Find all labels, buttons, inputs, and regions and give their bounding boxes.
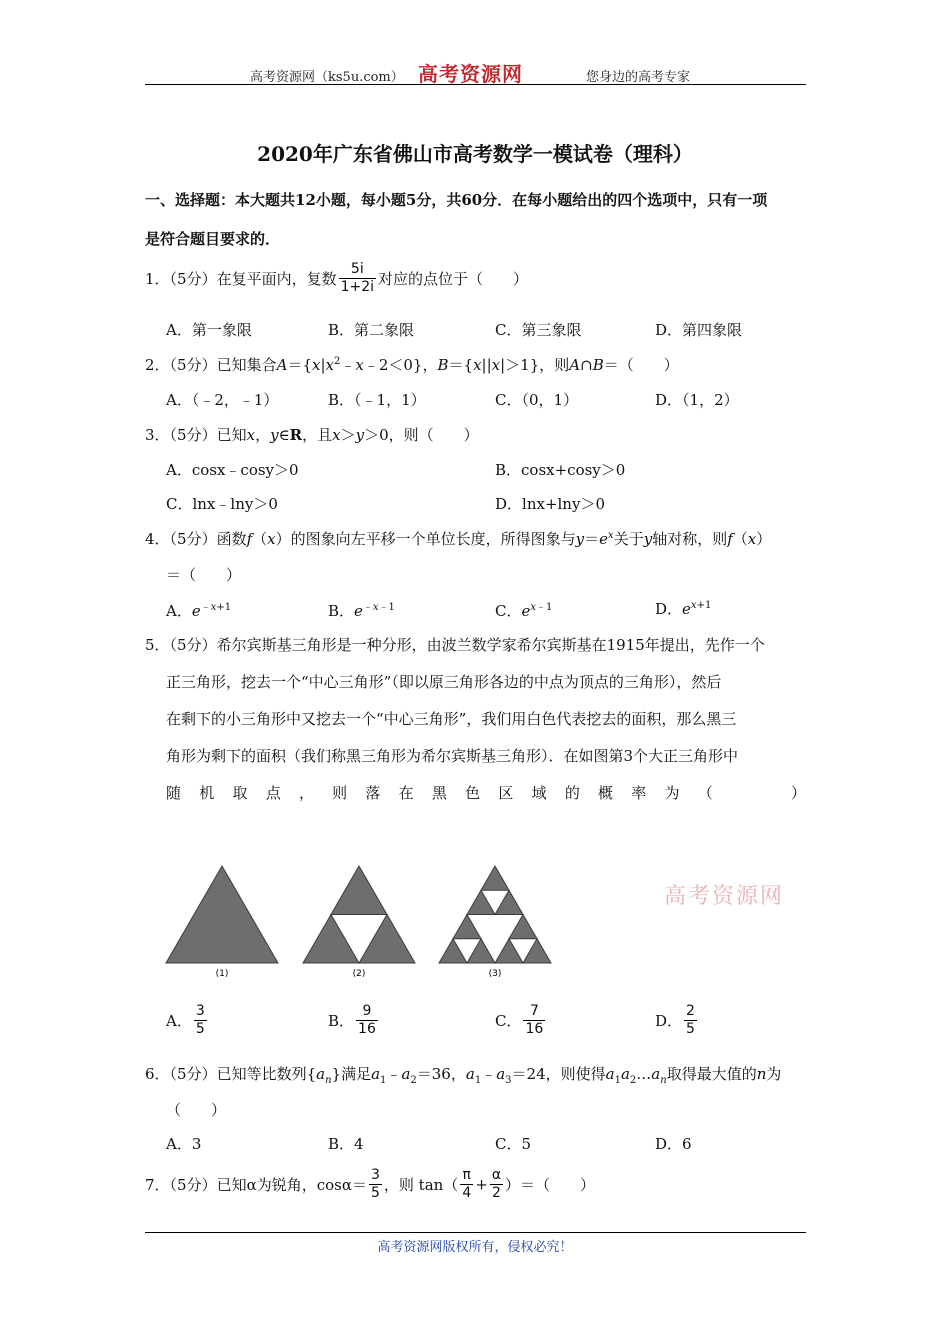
q5-option-a [166,1003,209,1038]
q5-option-d-fraction [684,1003,697,1038]
q7-num2: π [460,1167,473,1185]
q5-char: 的 [564,784,580,802]
q4-option-d: D．$e^{x+1}$ [655,600,712,618]
q5-char: 机 [199,784,215,802]
header-rule [145,84,806,85]
q5-char: 点 [265,784,281,802]
header-site-name: 高考资源网（ks5u.com） [250,70,404,85]
q5-option-a-fraction [194,1003,207,1038]
question-5-line1: 5．（5分）希尔宾斯基三角形是一种分形，由波兰数学家希尔宾斯基在1915年提出，先作一个 [145,636,765,654]
q6-option-c: C．5 [495,1135,532,1153]
q6-option-d: D．6 [655,1135,692,1153]
q7-suffix: ）＝（ ） [505,1176,596,1194]
q5-option-c-fraction [523,1003,545,1038]
q5-a-den: 5 [195,1021,205,1037]
q3-option-a: A．cosx﹣cosy＞0 [166,461,299,479]
q1-option-d: D．第四象限 [655,321,743,339]
question-4: 4．（5分）函数f（x）的图象向左平移一个单位长度，所得图象与$y=e^x$关于y轴对称，则f（x） [145,530,772,548]
q5-d-den: 5 [686,1021,695,1037]
q7-mid: ，则 tan（ [383,1176,459,1194]
q5-option-b [328,1003,380,1038]
q5-char: 区 [498,784,514,802]
q1-option-b: B．第二象限 [328,321,415,339]
q3-option-c: C．lnx﹣lny＞0 [166,495,278,513]
q5-char: （ [697,784,713,802]
q5-b-num: 9 [356,1003,378,1021]
q5-option-b-fraction [356,1003,378,1038]
q5-char: 率 [631,784,647,802]
q7-cos-fraction [369,1167,382,1202]
q7-num3: α [491,1167,502,1183]
q5-char: 随 [166,784,182,802]
q1-fraction [339,261,376,296]
question-4-line2: ＝（ ） [166,566,242,584]
figure-label-1: (1) [215,969,229,979]
q7-den: 5 [370,1185,380,1201]
footer-rule [145,1232,806,1233]
q3-option-b: B．cosx+cosy＞0 [495,461,626,479]
q5-c-num: 7 [523,1003,545,1021]
q7-den3: 2 [491,1185,501,1201]
question-6: 6．（5分）已知等比数列$\{a_n\}$满足$a_1﹣a_2=36$，$a_1﹣a_3=24$，则使得$a_1a_2\dots a_n$取得最大值的n为 [145,1065,782,1086]
q3-option-d: D．lnx+lny＞0 [495,495,605,513]
q5-b-den: 16 [358,1021,376,1037]
q5-char: 域 [531,784,547,802]
watermark: 高考资源网 [664,884,785,909]
figure-label-3: (3) [488,969,502,979]
q5-char: ） [790,784,806,802]
q5-option-c [495,1003,547,1038]
q7-num: 3 [370,1167,380,1183]
q1-prefix: 1．（5分）在复平面内，复数 [145,270,337,288]
q5-d-num: 2 [686,1003,695,1019]
q5-option-c-label: C． [495,1012,522,1030]
q6-option-a: A．3 [166,1135,202,1153]
q5-c-den: 16 [525,1021,544,1037]
q5-option-d-label: D． [655,1012,683,1030]
q1-option-a: A．第一象限 [166,321,252,339]
footer-copyright: 高考资源网版权所有，侵权必究！ [377,1240,573,1255]
q4-option-b: B．$e^{﹣x﹣1}$ [328,602,395,620]
figure-label-2: (2) [352,969,366,979]
q7-alpha-fraction [490,1167,503,1202]
q5-char: 落 [365,784,381,802]
q6-option-b: B．4 [328,1135,364,1153]
q1-option-c: C．第三象限 [495,321,582,339]
question-5-line4: 角形为剩下的面积（我们称黑三角形为希尔宾斯基三角形）．在如图第3个大正三角形中 [166,747,739,765]
sierpinski-triangle-1 [166,866,278,963]
question-6-line2: （ ） [166,1101,227,1119]
q4-option-c: C．$e^{x﹣1}$ [495,602,553,620]
q5-char: 黑 [431,784,447,802]
header-slogan: 您身边的高考专家 [586,70,691,85]
q2-option-c: C．（0，1） [495,391,579,409]
q2-option-a: A．（﹣2，﹣1） [166,391,279,409]
q4-option-a: A．$e^{﹣x+1}$ [166,602,232,620]
question-2: 2．（5分）已知集合$A=\{x|x^2﹣x﹣2<0\}$，B＝{x||x|＞1}，则A∩B＝（ ） [145,356,679,374]
q5-char: 取 [232,784,248,802]
q1-num: 5i [339,261,376,279]
question-3: 3．（5分）已知x，y∈R，且x＞y＞0，则（ ） [145,426,479,444]
sierpinski-triangle-2 [303,866,415,963]
sierpinski-figure [160,860,560,980]
section-heading-line1: 一、选择题：本大题共12小题，每小题5分，共60分．在每小题给出的四个选项中，只有一项 [145,191,768,209]
q5-option-a-label: A． [166,1012,192,1030]
q7-den2: 4 [462,1185,472,1201]
q1-suffix: 对应的点位于（ ） [378,270,529,288]
q5-char: 在 [398,784,414,802]
q5-option-b-label: B． [328,1012,355,1030]
q5-a-num: 3 [195,1003,205,1019]
header-logo: 高考资源网 [418,62,523,86]
q1-den: 1+2i [340,279,375,295]
question-5-line2: 正三角形，挖去一个“中心三角形”（即以原三角形各边的中点为顶点的三角形），然后 [166,673,722,691]
q2-option-b: B．（﹣1，1） [328,391,426,409]
q5-char: 则 [332,784,348,802]
q2-option-d: D．（1，2） [655,391,739,409]
q5-char: 概 [598,784,614,802]
q5-char: 为 [664,784,680,802]
question-5-line3: 在剩下的小三角形中又挖去一个“中心三角形”，我们用白色代表挖去的面积，那么黑三 [166,710,737,728]
sierpinski-triangle-3 [439,866,551,963]
page-title: 2020年广东省佛山市高考数学一模试卷（理科） [257,142,693,166]
question-1 [145,261,528,296]
q7-plus: + [475,1175,488,1194]
q7-prefix: 7．（5分）已知α为锐角，cosα＝ [145,1176,367,1194]
q5-char: 色 [465,784,481,802]
q7-pi-fraction [460,1167,473,1202]
q5-option-d [655,1003,699,1038]
question-5-line5 [166,782,806,803]
q5-char: ， [298,784,314,802]
question-7 [145,1167,595,1202]
section-heading-line2: 是符合题目要求的． [145,230,281,248]
